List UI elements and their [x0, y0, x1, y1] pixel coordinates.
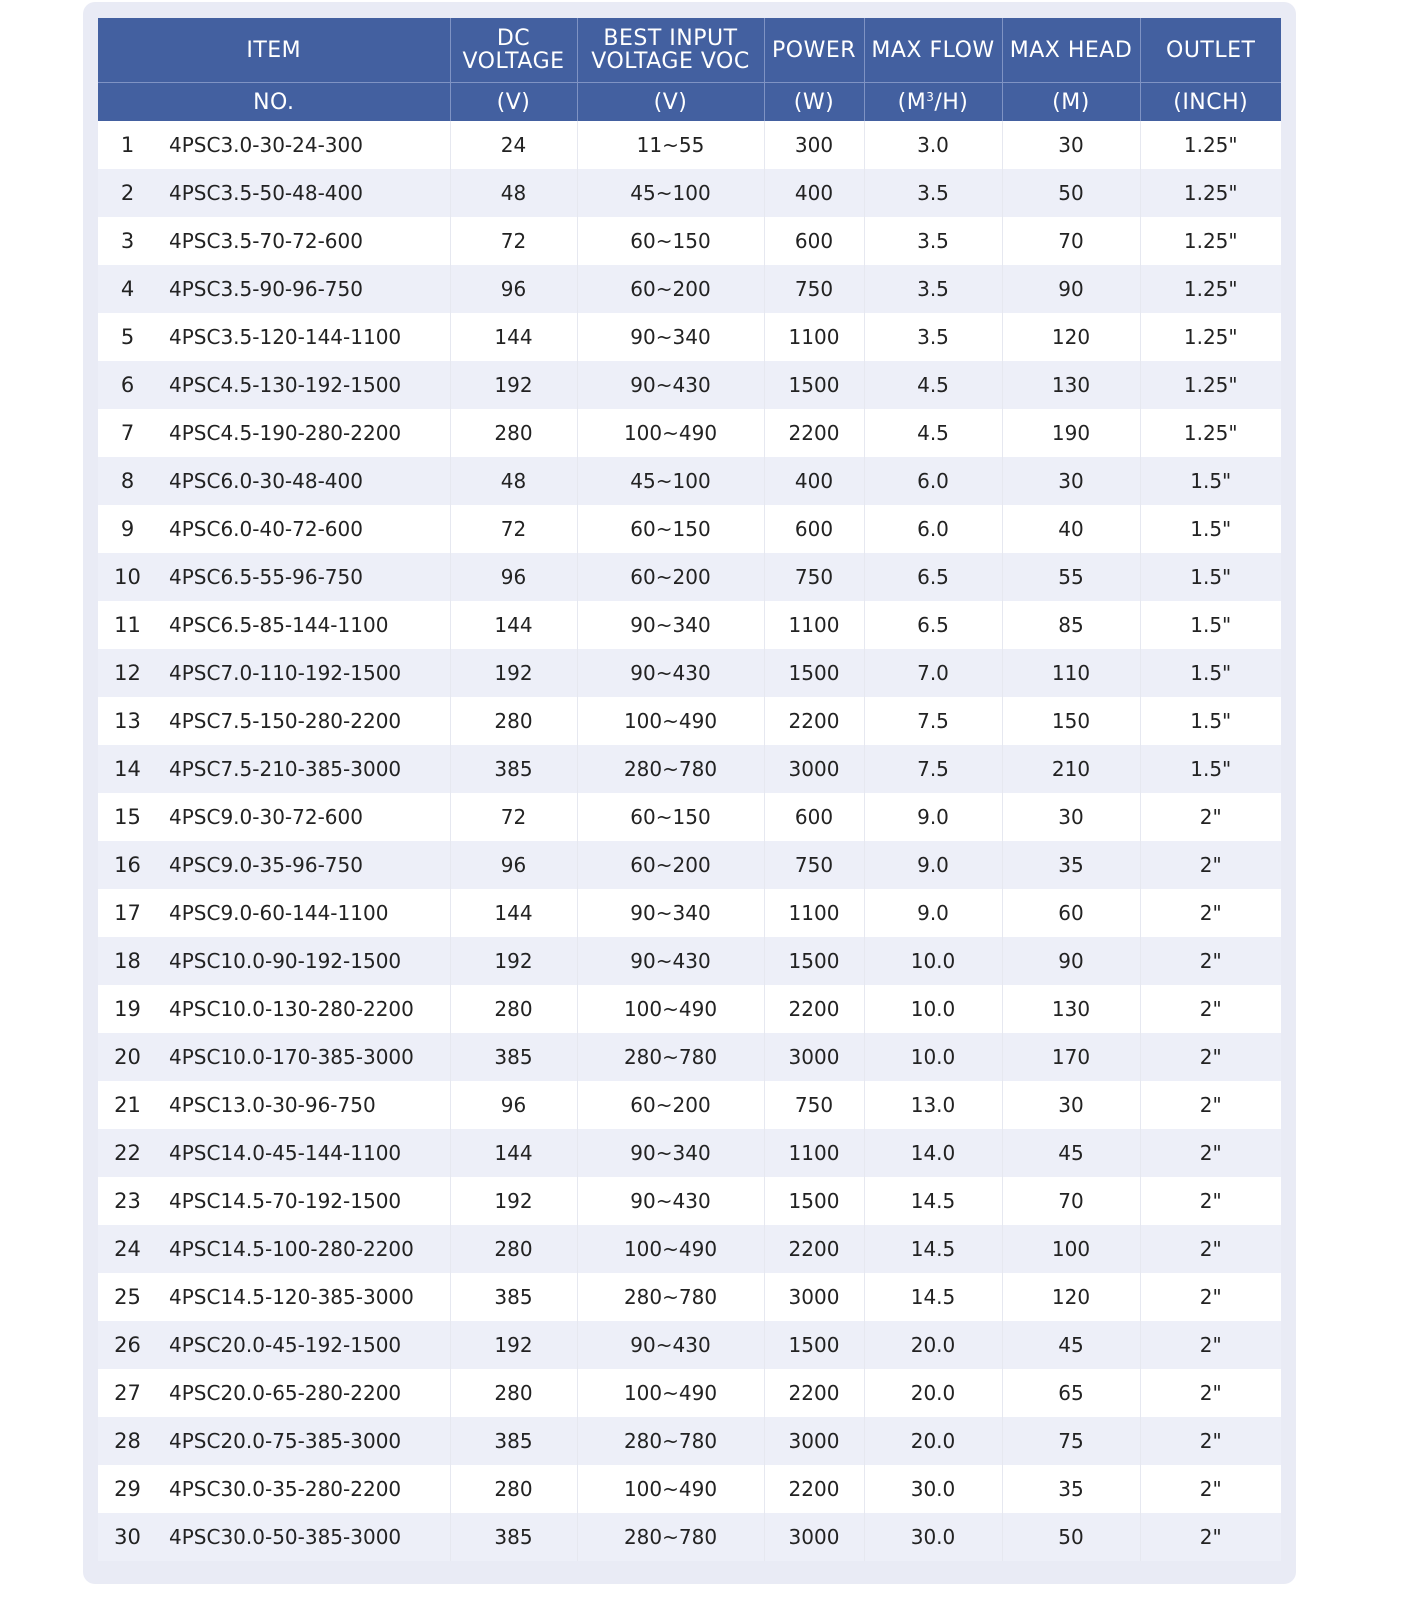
cell-dc-voltage: 385 [450, 1513, 577, 1561]
header-max-flow: MAX FLOW [864, 18, 1002, 83]
cell-max-flow: 13.0 [864, 1081, 1002, 1129]
header-best-input-voltage [577, 18, 764, 83]
cell-max-flow: 10.0 [864, 1033, 1002, 1081]
table-row [98, 1369, 1281, 1417]
cell-power: 3000 [764, 1273, 864, 1321]
cell-best-input-voltage: 90~340 [577, 889, 764, 937]
cell-power: 750 [764, 553, 864, 601]
cell-power: 1100 [764, 1129, 864, 1177]
cell-outlet: 1.25" [1140, 169, 1281, 217]
cell-item-number: 18 [98, 937, 157, 985]
cell-model: 4PSC10.0-90-192-1500 [157, 937, 450, 985]
cell-max-head: 35 [1002, 1465, 1140, 1513]
table-row [98, 1321, 1281, 1369]
cell-item-number: 26 [98, 1321, 157, 1369]
cell-power: 3000 [764, 1513, 864, 1561]
cell-outlet: 1.5" [1140, 505, 1281, 553]
cell-model: 4PSC3.5-120-144-1100 [157, 313, 450, 361]
cell-model: 4PSC30.0-35-280-2200 [157, 1465, 450, 1513]
table-row [98, 1417, 1281, 1465]
cell-max-head: 35 [1002, 841, 1140, 889]
cell-item-number: 2 [98, 169, 157, 217]
cell-dc-voltage: 96 [450, 265, 577, 313]
cell-best-input-voltage: 90~340 [577, 601, 764, 649]
cell-best-input-voltage: 90~340 [577, 313, 764, 361]
cell-best-input-voltage: 60~200 [577, 553, 764, 601]
cell-model: 4PSC6.0-30-48-400 [157, 457, 450, 505]
flow-unit-post: /H) [934, 89, 969, 115]
table-row [98, 313, 1281, 361]
cell-power: 2200 [764, 697, 864, 745]
cell-power: 600 [764, 217, 864, 265]
cell-outlet: 2" [1140, 1081, 1281, 1129]
cell-max-head: 50 [1002, 1513, 1140, 1561]
cell-max-flow: 3.5 [864, 169, 1002, 217]
cell-power: 1500 [764, 1321, 864, 1369]
cell-model: 4PSC14.5-120-385-3000 [157, 1273, 450, 1321]
cell-dc-voltage: 96 [450, 841, 577, 889]
header-flow-unit [864, 83, 1002, 122]
cell-max-head: 210 [1002, 745, 1140, 793]
cell-dc-voltage: 144 [450, 313, 577, 361]
header-line: VOLTAGE [462, 49, 565, 74]
cell-max-flow: 10.0 [864, 985, 1002, 1033]
cell-item-number: 16 [98, 841, 157, 889]
cell-model: 4PSC3.0-30-24-300 [157, 121, 450, 169]
table-row [98, 361, 1281, 409]
cell-dc-voltage: 48 [450, 169, 577, 217]
cell-best-input-voltage: 90~430 [577, 937, 764, 985]
cell-item-number: 30 [98, 1513, 157, 1561]
header-item-no: NO. [98, 83, 450, 122]
table-row [98, 1225, 1281, 1273]
cell-model: 4PSC10.0-130-280-2200 [157, 985, 450, 1033]
cell-item-number: 19 [98, 985, 157, 1033]
cell-outlet: 2" [1140, 889, 1281, 937]
cell-max-flow: 30.0 [864, 1513, 1002, 1561]
cell-model: 4PSC20.0-75-385-3000 [157, 1417, 450, 1465]
cell-max-flow: 14.0 [864, 1129, 1002, 1177]
cell-max-flow: 4.5 [864, 361, 1002, 409]
cell-model: 4PSC3.5-50-48-400 [157, 169, 450, 217]
cell-outlet: 1.5" [1140, 745, 1281, 793]
cell-item-number: 5 [98, 313, 157, 361]
table-row [98, 697, 1281, 745]
cell-max-flow: 7.5 [864, 745, 1002, 793]
cell-max-flow: 3.5 [864, 265, 1002, 313]
cell-outlet: 2" [1140, 1321, 1281, 1369]
cell-best-input-voltage: 100~490 [577, 985, 764, 1033]
cell-dc-voltage: 385 [450, 1033, 577, 1081]
cell-best-input-voltage: 90~430 [577, 1321, 764, 1369]
cell-model: 4PSC10.0-170-385-3000 [157, 1033, 450, 1081]
cell-max-head: 100 [1002, 1225, 1140, 1273]
cell-item-number: 25 [98, 1273, 157, 1321]
cell-max-head: 90 [1002, 265, 1140, 313]
table-row [98, 409, 1281, 457]
cell-item-number: 1 [98, 121, 157, 169]
cell-max-head: 130 [1002, 985, 1140, 1033]
cell-best-input-voltage: 60~150 [577, 217, 764, 265]
header-outlet-unit: (INCH) [1140, 83, 1281, 122]
header-line: DC [496, 26, 531, 51]
cell-outlet: 2" [1140, 985, 1281, 1033]
cell-max-head: 45 [1002, 1321, 1140, 1369]
cell-max-flow: 30.0 [864, 1465, 1002, 1513]
cell-best-input-voltage: 60~200 [577, 265, 764, 313]
header-item: ITEM [98, 18, 450, 83]
cell-max-head: 45 [1002, 1129, 1140, 1177]
cell-model: 4PSC9.0-60-144-1100 [157, 889, 450, 937]
cell-power: 300 [764, 121, 864, 169]
cell-dc-voltage: 280 [450, 1465, 577, 1513]
cell-max-flow: 20.0 [864, 1369, 1002, 1417]
cell-dc-voltage: 192 [450, 1321, 577, 1369]
header-dc-voltage [450, 18, 577, 83]
cell-item-number: 6 [98, 361, 157, 409]
cell-max-head: 70 [1002, 217, 1140, 265]
cell-power: 3000 [764, 1417, 864, 1465]
cell-outlet: 2" [1140, 1513, 1281, 1561]
cell-power: 2200 [764, 1225, 864, 1273]
cell-power: 1100 [764, 889, 864, 937]
cell-max-flow: 10.0 [864, 937, 1002, 985]
cell-power: 1500 [764, 361, 864, 409]
table-row [98, 505, 1281, 553]
cell-outlet: 2" [1140, 1465, 1281, 1513]
cell-item-number: 8 [98, 457, 157, 505]
cell-max-flow: 6.0 [864, 457, 1002, 505]
cell-outlet: 2" [1140, 1273, 1281, 1321]
cell-dc-voltage: 96 [450, 1081, 577, 1129]
table-row [98, 457, 1281, 505]
cell-item-number: 22 [98, 1129, 157, 1177]
cell-dc-voltage: 385 [450, 745, 577, 793]
cell-dc-voltage: 280 [450, 985, 577, 1033]
cell-max-head: 75 [1002, 1417, 1140, 1465]
cell-model: 4PSC4.5-190-280-2200 [157, 409, 450, 457]
header-line: BEST INPUT [603, 26, 738, 51]
table-row [98, 1129, 1281, 1177]
table-body [98, 121, 1281, 1561]
table-row [98, 1465, 1281, 1513]
header-dc-unit: (V) [450, 83, 577, 122]
table-row [98, 793, 1281, 841]
cell-model: 4PSC20.0-65-280-2200 [157, 1369, 450, 1417]
cell-max-flow: 3.5 [864, 217, 1002, 265]
header-head-unit: (M) [1002, 83, 1140, 122]
cell-model: 4PSC3.5-70-72-600 [157, 217, 450, 265]
cell-item-number: 11 [98, 601, 157, 649]
cell-max-flow: 6.0 [864, 505, 1002, 553]
cell-best-input-voltage: 280~780 [577, 745, 764, 793]
cell-power: 750 [764, 1081, 864, 1129]
table-row [98, 1081, 1281, 1129]
cell-max-head: 90 [1002, 937, 1140, 985]
table-row [98, 169, 1281, 217]
cell-power: 1500 [764, 1177, 864, 1225]
table-row [98, 121, 1281, 169]
cell-outlet: 2" [1140, 1129, 1281, 1177]
cell-outlet: 2" [1140, 1225, 1281, 1273]
cell-outlet: 2" [1140, 1369, 1281, 1417]
cell-best-input-voltage: 60~150 [577, 505, 764, 553]
cell-outlet: 1.5" [1140, 457, 1281, 505]
cell-best-input-voltage: 100~490 [577, 1225, 764, 1273]
cell-max-head: 70 [1002, 1177, 1140, 1225]
cell-max-head: 120 [1002, 313, 1140, 361]
cell-power: 3000 [764, 745, 864, 793]
cell-dc-voltage: 280 [450, 1225, 577, 1273]
cell-max-head: 30 [1002, 1081, 1140, 1129]
cell-best-input-voltage: 60~200 [577, 841, 764, 889]
cell-power: 750 [764, 265, 864, 313]
cell-outlet: 1.25" [1140, 217, 1281, 265]
cell-max-head: 30 [1002, 793, 1140, 841]
cell-model: 4PSC30.0-50-385-3000 [157, 1513, 450, 1561]
cell-max-head: 85 [1002, 601, 1140, 649]
table-row [98, 553, 1281, 601]
cell-item-number: 3 [98, 217, 157, 265]
cell-outlet: 2" [1140, 1177, 1281, 1225]
cell-best-input-voltage: 280~780 [577, 1033, 764, 1081]
cell-power: 2200 [764, 1369, 864, 1417]
cell-dc-voltage: 72 [450, 793, 577, 841]
cell-max-head: 40 [1002, 505, 1140, 553]
cell-dc-voltage: 144 [450, 889, 577, 937]
cell-outlet: 1.25" [1140, 361, 1281, 409]
cell-dc-voltage: 72 [450, 217, 577, 265]
cell-power: 750 [764, 841, 864, 889]
cell-outlet: 1.25" [1140, 313, 1281, 361]
cell-best-input-voltage: 11~55 [577, 121, 764, 169]
cell-power: 3000 [764, 1033, 864, 1081]
header-row-titles [98, 18, 1281, 83]
cell-item-number: 14 [98, 745, 157, 793]
cell-dc-voltage: 48 [450, 457, 577, 505]
header-best-unit: (V) [577, 83, 764, 122]
cell-dc-voltage: 192 [450, 937, 577, 985]
table-row [98, 601, 1281, 649]
cell-best-input-voltage: 60~200 [577, 1081, 764, 1129]
cell-dc-voltage: 280 [450, 409, 577, 457]
cell-dc-voltage: 96 [450, 553, 577, 601]
cell-power: 1100 [764, 601, 864, 649]
cell-item-number: 23 [98, 1177, 157, 1225]
cell-outlet: 1.5" [1140, 601, 1281, 649]
pump-spec-table [98, 18, 1281, 1561]
cell-dc-voltage: 192 [450, 361, 577, 409]
cell-max-head: 110 [1002, 649, 1140, 697]
cell-max-flow: 9.0 [864, 793, 1002, 841]
table-row [98, 745, 1281, 793]
cell-max-head: 190 [1002, 409, 1140, 457]
table-row [98, 937, 1281, 985]
cell-max-flow: 9.0 [864, 889, 1002, 937]
cell-dc-voltage: 385 [450, 1273, 577, 1321]
cell-max-flow: 3.5 [864, 313, 1002, 361]
header-line: VOLTAGE VOC [591, 49, 750, 74]
cell-dc-voltage: 72 [450, 505, 577, 553]
cell-max-head: 60 [1002, 889, 1140, 937]
cell-power: 2200 [764, 1465, 864, 1513]
table-row [98, 217, 1281, 265]
cell-max-flow: 9.0 [864, 841, 1002, 889]
cell-max-flow: 4.5 [864, 409, 1002, 457]
cell-dc-voltage: 144 [450, 601, 577, 649]
cell-model: 4PSC7.5-210-385-3000 [157, 745, 450, 793]
cell-item-number: 10 [98, 553, 157, 601]
cell-best-input-voltage: 100~490 [577, 697, 764, 745]
cell-model: 4PSC20.0-45-192-1500 [157, 1321, 450, 1369]
cell-best-input-voltage: 100~490 [577, 1465, 764, 1513]
cell-dc-voltage: 192 [450, 1177, 577, 1225]
cell-best-input-voltage: 100~490 [577, 1369, 764, 1417]
table-row [98, 985, 1281, 1033]
cell-best-input-voltage: 90~430 [577, 1177, 764, 1225]
cell-best-input-voltage: 45~100 [577, 169, 764, 217]
header-max-head: MAX HEAD [1002, 18, 1140, 83]
header-power: POWER [764, 18, 864, 83]
header-power-unit: (W) [764, 83, 864, 122]
cell-power: 1500 [764, 937, 864, 985]
cell-item-number: 27 [98, 1369, 157, 1417]
cell-max-head: 55 [1002, 553, 1140, 601]
cell-outlet: 1.25" [1140, 121, 1281, 169]
cell-item-number: 24 [98, 1225, 157, 1273]
cell-dc-voltage: 385 [450, 1417, 577, 1465]
cell-power: 600 [764, 793, 864, 841]
table-row [98, 1033, 1281, 1081]
table-row [98, 1177, 1281, 1225]
cell-best-input-voltage: 90~430 [577, 361, 764, 409]
cell-best-input-voltage: 45~100 [577, 457, 764, 505]
cell-outlet: 2" [1140, 841, 1281, 889]
cell-max-flow: 7.5 [864, 697, 1002, 745]
cell-max-flow: 7.0 [864, 649, 1002, 697]
cell-max-head: 130 [1002, 361, 1140, 409]
cell-max-flow: 6.5 [864, 553, 1002, 601]
cell-item-number: 7 [98, 409, 157, 457]
cell-model: 4PSC7.0-110-192-1500 [157, 649, 450, 697]
table-row [98, 1273, 1281, 1321]
cell-model: 4PSC7.5-150-280-2200 [157, 697, 450, 745]
cell-max-head: 65 [1002, 1369, 1140, 1417]
cell-item-number: 15 [98, 793, 157, 841]
cell-dc-voltage: 24 [450, 121, 577, 169]
cell-power: 2200 [764, 985, 864, 1033]
cell-max-flow: 20.0 [864, 1321, 1002, 1369]
cell-max-flow: 3.0 [864, 121, 1002, 169]
cell-item-number: 29 [98, 1465, 157, 1513]
cell-power: 1100 [764, 313, 864, 361]
cell-max-head: 120 [1002, 1273, 1140, 1321]
cell-item-number: 9 [98, 505, 157, 553]
cell-power: 2200 [764, 409, 864, 457]
cell-item-number: 28 [98, 1417, 157, 1465]
cell-outlet: 2" [1140, 793, 1281, 841]
cell-best-input-voltage: 280~780 [577, 1273, 764, 1321]
cell-dc-voltage: 192 [450, 649, 577, 697]
cell-model: 4PSC13.0-30-96-750 [157, 1081, 450, 1129]
header-outlet: OUTLET [1140, 18, 1281, 83]
table-row [98, 889, 1281, 937]
flow-unit-sup: 3 [926, 89, 935, 104]
cell-model: 4PSC6.0-40-72-600 [157, 505, 450, 553]
cell-item-number: 4 [98, 265, 157, 313]
cell-power: 400 [764, 457, 864, 505]
cell-best-input-voltage: 90~430 [577, 649, 764, 697]
cell-item-number: 21 [98, 1081, 157, 1129]
cell-outlet: 1.5" [1140, 697, 1281, 745]
cell-power: 1500 [764, 649, 864, 697]
cell-max-head: 30 [1002, 457, 1140, 505]
flow-unit-pre: (M [897, 89, 927, 115]
cell-model: 4PSC3.5-90-96-750 [157, 265, 450, 313]
cell-best-input-voltage: 280~780 [577, 1417, 764, 1465]
cell-max-head: 170 [1002, 1033, 1140, 1081]
cell-model: 4PSC14.5-100-280-2200 [157, 1225, 450, 1273]
cell-dc-voltage: 280 [450, 697, 577, 745]
cell-outlet: 2" [1140, 937, 1281, 985]
table-row [98, 841, 1281, 889]
cell-item-number: 12 [98, 649, 157, 697]
cell-outlet: 1.25" [1140, 265, 1281, 313]
cell-outlet: 1.5" [1140, 553, 1281, 601]
table-row [98, 265, 1281, 313]
cell-model: 4PSC14.0-45-144-1100 [157, 1129, 450, 1177]
cell-best-input-voltage: 100~490 [577, 409, 764, 457]
cell-dc-voltage: 280 [450, 1369, 577, 1417]
cell-model: 4PSC9.0-30-72-600 [157, 793, 450, 841]
cell-best-input-voltage: 280~780 [577, 1513, 764, 1561]
cell-max-flow: 6.5 [864, 601, 1002, 649]
cell-outlet: 1.5" [1140, 649, 1281, 697]
cell-model: 4PSC9.0-35-96-750 [157, 841, 450, 889]
table-row [98, 1513, 1281, 1561]
cell-max-flow: 14.5 [864, 1177, 1002, 1225]
cell-max-flow: 20.0 [864, 1417, 1002, 1465]
cell-model: 4PSC6.5-55-96-750 [157, 553, 450, 601]
cell-max-flow: 14.5 [864, 1273, 1002, 1321]
cell-outlet: 2" [1140, 1417, 1281, 1465]
cell-model: 4PSC4.5-130-192-1500 [157, 361, 450, 409]
header-row-units [98, 83, 1281, 122]
cell-max-flow: 14.5 [864, 1225, 1002, 1273]
table-row [98, 649, 1281, 697]
cell-dc-voltage: 144 [450, 1129, 577, 1177]
cell-model: 4PSC14.5-70-192-1500 [157, 1177, 450, 1225]
cell-model: 4PSC6.5-85-144-1100 [157, 601, 450, 649]
cell-max-head: 50 [1002, 169, 1140, 217]
cell-item-number: 17 [98, 889, 157, 937]
cell-max-head: 150 [1002, 697, 1140, 745]
cell-power: 600 [764, 505, 864, 553]
cell-best-input-voltage: 90~340 [577, 1129, 764, 1177]
cell-max-head: 30 [1002, 121, 1140, 169]
cell-item-number: 20 [98, 1033, 157, 1081]
cell-power: 400 [764, 169, 864, 217]
cell-outlet: 2" [1140, 1033, 1281, 1081]
cell-best-input-voltage: 60~150 [577, 793, 764, 841]
cell-outlet: 1.25" [1140, 409, 1281, 457]
cell-item-number: 13 [98, 697, 157, 745]
